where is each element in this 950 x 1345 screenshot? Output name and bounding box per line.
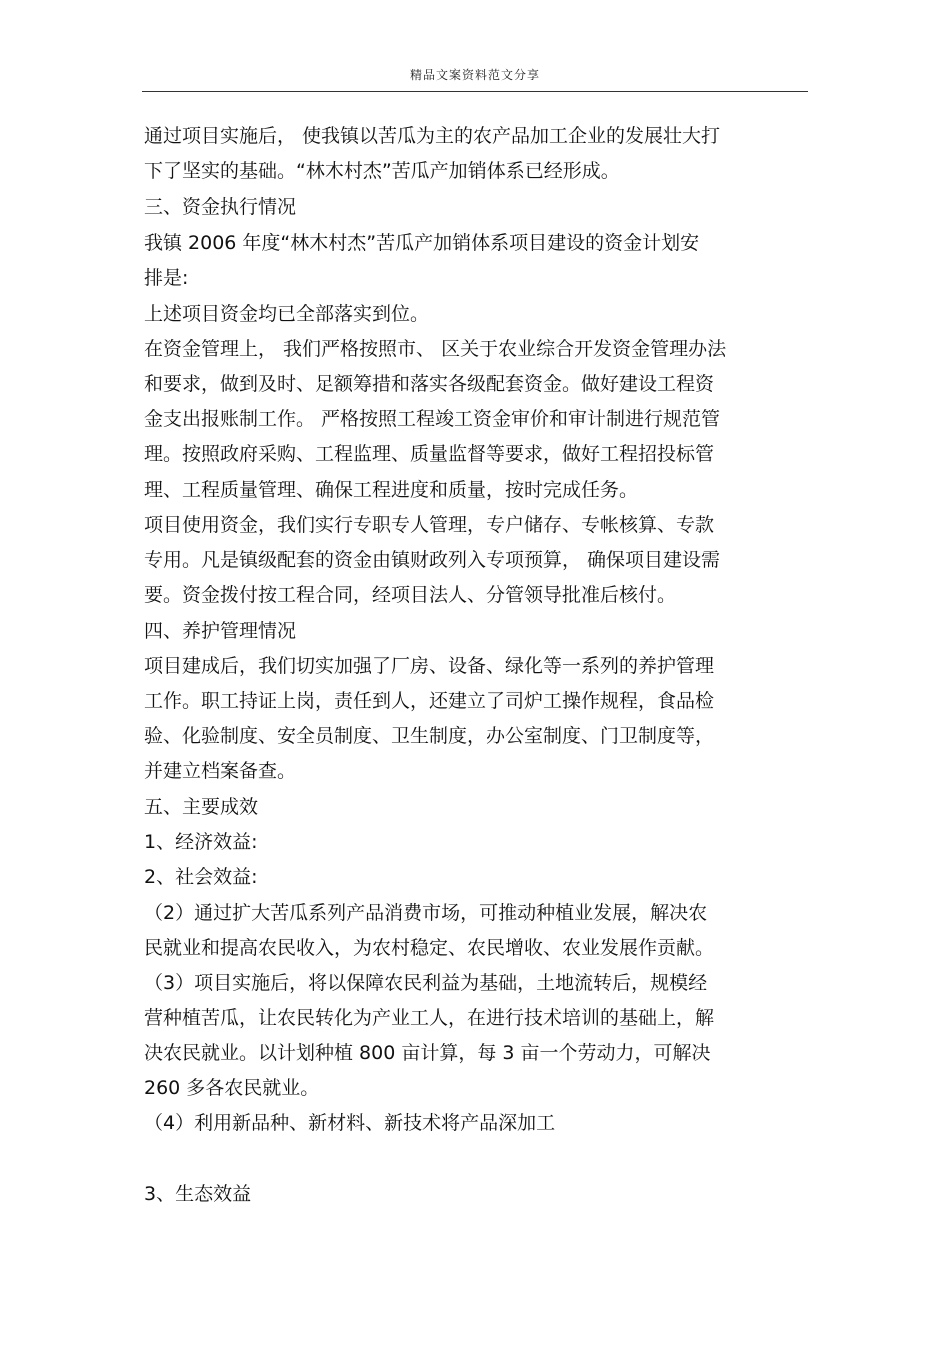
- body-line: 金支出报账制工作。 严格按照工程竣工资金审价和审计制进行规范管: [144, 408, 721, 430]
- body-line: 在资金管理上， 我们严格按照市、 区关于农业综合开发资金管理办法: [144, 338, 727, 360]
- section-heading: 四、养护管理情况: [144, 620, 297, 642]
- body-line: 理。按照政府采购、工程监理、质量监督等要求，做好工程招投标管: [144, 443, 715, 465]
- body-line: 工作。职工持证上岗，责任到人，还建立了司炉工操作规程，食品检: [144, 690, 715, 712]
- body-line: 并建立档案备查。: [144, 760, 297, 782]
- body-line: （2）通过扩大苦瓜系列产品消费市场，可推动种植业发展，解决农: [144, 902, 708, 924]
- subsection-heading: 2、社会效益:: [144, 866, 258, 888]
- body-line: （3）项目实施后，将以保障农民利益为基础，土地流转后，规模经: [144, 972, 708, 994]
- body-line: 营种植苦瓜，让农民转化为产业工人，在进行技术培训的基础上，解: [144, 1007, 715, 1029]
- body-line: 上述项目资金均已全部落实到位。: [144, 303, 430, 325]
- section-heading: 五、主要成效: [144, 796, 259, 818]
- subsection-heading: 1、经济效益:: [144, 831, 258, 853]
- body-line: （4）利用新品种、新材料、新技术将产品深加工: [144, 1112, 556, 1134]
- body-line: 260 多各农民就业。: [144, 1077, 320, 1099]
- section-heading: 三、资金执行情况: [144, 196, 297, 218]
- body-line: 项目建成后，我们切实加强了厂房、设备、绿化等一系列的养护管理: [144, 655, 715, 677]
- body-line: 理、工程质量管理、确保工程进度和质量，按时完成任务。: [144, 479, 639, 501]
- page-header: 精品文案资料范文分享: [409, 68, 540, 82]
- body-line: 通过项目实施后， 使我镇以苦瓜为主的农产品加工企业的发展壮大打: [144, 125, 721, 147]
- body-line: 民就业和提高农民收入，为农村稳定、农民增收、农业发展作贡献。: [144, 937, 715, 959]
- body-line: 排是:: [144, 267, 189, 289]
- body-line: 要。资金拨付按工程合同，经项目法人、分管领导批准后核付。: [144, 584, 677, 606]
- body-line: 决农民就业。以计划种植 800 亩计算，每 3 亩一个劳动力，可解决: [144, 1042, 711, 1064]
- body-line: 验、化验制度、安全员制度、卫生制度，办公室制度、门卫制度等，: [144, 725, 715, 747]
- body-line: 和要求，做到及时、足额筹措和落实各级配套资金。做好建设工程资: [144, 373, 715, 395]
- header-divider: [142, 91, 808, 92]
- subsection-heading: 3、生态效益: [144, 1183, 252, 1205]
- body-line: 专用。凡是镇级配套的资金由镇财政列入专项预算， 确保项目建设需: [144, 549, 721, 571]
- body-line: 项目使用资金，我们实行专职专人管理，专户储存、专帐核算、专款: [144, 514, 715, 536]
- body-line: 我镇 2006 年度“林木村杰”苦瓜产加销体系项目建设的资金计划安: [144, 232, 700, 254]
- body-line: 下了坚实的基础。“林木村杰”苦瓜产加销体系已经形成。: [144, 160, 620, 182]
